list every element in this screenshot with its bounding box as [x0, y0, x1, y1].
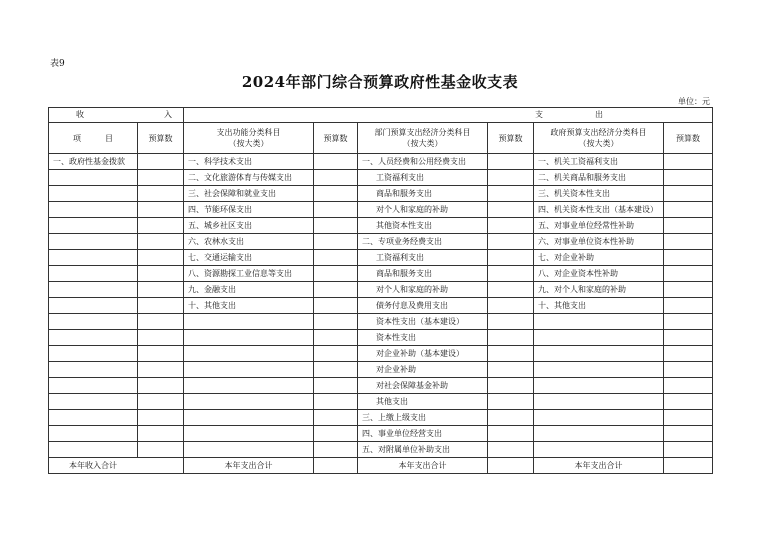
dept-class-cell: 三、上缴上级支出 — [358, 410, 488, 426]
gov-class-header — [534, 123, 664, 154]
func-class-header-line1: 支出功能分类科目 — [216, 128, 281, 137]
func-class-header — [184, 123, 314, 154]
func-class-cell: 六、农林水支出 — [184, 234, 314, 250]
func-budget-header: 预算数 — [314, 123, 358, 154]
gov-total-value — [664, 458, 713, 474]
dept-class-cell: 五、对附属单位补助支出 — [358, 442, 488, 458]
func-budget-cell — [314, 202, 358, 218]
dept-class-cell: 工资福利支出 — [358, 170, 488, 186]
income-budget-header: 预算数 — [138, 123, 184, 154]
income-budget-cell — [138, 346, 184, 362]
gov-budget-cell — [664, 218, 713, 234]
dept-budget-cell — [488, 410, 534, 426]
gov-budget-cell — [664, 202, 713, 218]
unit-label: 单位：元 — [678, 97, 710, 106]
income-budget-cell — [138, 266, 184, 282]
income-item-cell — [49, 394, 138, 410]
gov-budget-cell — [664, 410, 713, 426]
dept-budget-cell — [488, 250, 534, 266]
gov-budget-cell — [664, 186, 713, 202]
income-item-cell — [49, 170, 138, 186]
dept-class-header — [358, 123, 488, 154]
income-item-cell — [49, 298, 138, 314]
income-item-cell — [49, 202, 138, 218]
dept-budget-cell — [488, 378, 534, 394]
gov-budget-cell — [664, 426, 713, 442]
income-item-cell — [49, 362, 138, 378]
func-budget-cell — [314, 298, 358, 314]
func-class-cell — [184, 362, 314, 378]
income-budget-cell — [138, 186, 184, 202]
gov-budget-cell — [664, 394, 713, 410]
func-budget-cell — [314, 394, 358, 410]
func-class-cell: 四、节能环保支出 — [184, 202, 314, 218]
func-class-cell — [184, 426, 314, 442]
func-class-cell: 五、城乡社区支出 — [184, 218, 314, 234]
table-row — [49, 266, 713, 282]
gov-class-cell — [534, 330, 664, 346]
dept-class-cell: 工资福利支出 — [358, 250, 488, 266]
income-item-cell — [49, 218, 138, 234]
dept-budget-cell — [488, 234, 534, 250]
dept-class-cell: 其他支出 — [358, 394, 488, 410]
budget-table — [48, 107, 713, 474]
table-row — [49, 202, 713, 218]
gov-class-cell — [534, 346, 664, 362]
dept-budget-cell — [488, 362, 534, 378]
dept-class-header-line1: 部门预算支出经济分类科目 — [374, 128, 471, 137]
dept-budget-cell — [488, 218, 534, 234]
expense-header-left: 支 — [535, 110, 544, 119]
gov-total-label: 本年支出合计 — [534, 458, 664, 474]
header-row-1 — [49, 108, 713, 123]
dept-budget-cell — [488, 202, 534, 218]
gov-class-cell — [534, 442, 664, 458]
func-class-cell — [184, 394, 314, 410]
func-class-cell: 三、社会保障和就业支出 — [184, 186, 314, 202]
gov-budget-cell — [664, 154, 713, 170]
gov-budget-cell — [664, 250, 713, 266]
income-budget-cell — [138, 234, 184, 250]
gov-class-cell: 七、对企业补助 — [534, 250, 664, 266]
income-header-right: 入 — [164, 110, 172, 119]
expense-header — [184, 108, 713, 123]
gov-class-cell — [534, 394, 664, 410]
func-budget-cell — [314, 426, 358, 442]
table-row — [49, 170, 713, 186]
gov-budget-cell — [664, 170, 713, 186]
func-class-cell — [184, 346, 314, 362]
func-budget-cell — [314, 170, 358, 186]
income-budget-cell — [138, 378, 184, 394]
dept-class-cell: 其他资本性支出 — [358, 218, 488, 234]
gov-class-cell: 八、对企业资本性补助 — [534, 266, 664, 282]
table-row — [49, 314, 713, 330]
gov-budget-cell — [664, 282, 713, 298]
income-header — [49, 108, 184, 123]
gov-class-cell: 五、对事业单位经常性补助 — [534, 218, 664, 234]
income-budget-cell — [138, 314, 184, 330]
dept-budget-cell — [488, 394, 534, 410]
func-class-cell — [184, 378, 314, 394]
income-budget-cell — [138, 442, 184, 458]
func-class-cell: 八、资源勘探工业信息等支出 — [184, 266, 314, 282]
dept-class-cell: 对企业补助（基本建设） — [358, 346, 488, 362]
income-budget-cell — [138, 218, 184, 234]
func-budget-cell — [314, 186, 358, 202]
table-row — [49, 330, 713, 346]
gov-class-header-line2: （按大类） — [578, 139, 619, 148]
gov-budget-cell — [664, 442, 713, 458]
expense-header-right: 出 — [595, 110, 604, 119]
func-class-cell: 七、交通运输支出 — [184, 250, 314, 266]
income-budget-cell — [138, 410, 184, 426]
func-budget-cell — [314, 346, 358, 362]
dept-total-label: 本年支出合计 — [358, 458, 488, 474]
dept-class-cell: 二、专项业务经费支出 — [358, 234, 488, 250]
gov-class-cell — [534, 426, 664, 442]
func-budget-cell — [314, 362, 358, 378]
income-budget-cell — [138, 362, 184, 378]
item-header-b: 目 — [105, 133, 113, 143]
func-budget-cell — [314, 314, 358, 330]
income-item-cell — [49, 234, 138, 250]
income-header-left: 收 — [76, 110, 84, 119]
income-item-cell — [49, 330, 138, 346]
gov-budget-cell — [664, 378, 713, 394]
gov-class-cell: 一、机关工资福利支出 — [534, 154, 664, 170]
func-total-label: 本年支出合计 — [184, 458, 314, 474]
item-header-a: 项 — [73, 133, 81, 143]
table-row — [49, 378, 713, 394]
dept-budget-cell — [488, 330, 534, 346]
func-budget-cell — [314, 410, 358, 426]
gov-budget-cell — [664, 362, 713, 378]
dept-class-cell: 资本性支出（基本建设） — [358, 314, 488, 330]
func-class-cell: 一、科学技术支出 — [184, 154, 314, 170]
dept-budget-cell — [488, 298, 534, 314]
dept-budget-cell — [488, 186, 534, 202]
income-item-cell — [49, 442, 138, 458]
income-budget-cell — [138, 282, 184, 298]
func-total-value — [314, 458, 358, 474]
func-budget-cell — [314, 282, 358, 298]
gov-budget-cell — [664, 314, 713, 330]
dept-budget-cell — [488, 154, 534, 170]
gov-class-cell: 十、其他支出 — [534, 298, 664, 314]
income-item-cell — [49, 186, 138, 202]
table-row — [49, 282, 713, 298]
dept-class-cell: 债务付息及费用支出 — [358, 298, 488, 314]
gov-budget-cell — [664, 266, 713, 282]
gov-class-cell — [534, 410, 664, 426]
gov-budget-cell — [664, 346, 713, 362]
gov-budget-header: 预算数 — [664, 123, 713, 154]
dept-budget-cell — [488, 170, 534, 186]
dept-class-cell: 对个人和家庭的补助 — [358, 282, 488, 298]
func-budget-cell — [314, 218, 358, 234]
dept-class-cell: 对个人和家庭的补助 — [358, 202, 488, 218]
dept-class-cell: 资本性支出 — [358, 330, 488, 346]
table-row — [49, 154, 713, 170]
table-row — [49, 186, 713, 202]
func-class-header-line2: （按大类） — [228, 139, 269, 148]
table-row — [49, 442, 713, 458]
dept-class-cell: 商品和服务支出 — [358, 266, 488, 282]
item-header — [49, 123, 138, 154]
func-budget-cell — [314, 330, 358, 346]
table-number: 表9 — [50, 59, 65, 69]
income-budget-cell — [138, 330, 184, 346]
table-row — [49, 410, 713, 426]
income-budget-cell — [138, 202, 184, 218]
gov-class-cell — [534, 314, 664, 330]
income-item-cell — [49, 266, 138, 282]
func-class-cell — [184, 442, 314, 458]
gov-class-cell: 六、对事业单位资本性补助 — [534, 234, 664, 250]
table-row — [49, 426, 713, 442]
gov-class-cell: 九、对个人和家庭的补助 — [534, 282, 664, 298]
dept-budget-cell — [488, 426, 534, 442]
table-row — [49, 362, 713, 378]
dept-budget-cell — [488, 266, 534, 282]
func-budget-cell — [314, 250, 358, 266]
income-item-cell: 一、政府性基金拨款 — [49, 154, 138, 170]
income-item-cell — [49, 426, 138, 442]
gov-class-cell: 三、机关资本性支出 — [534, 186, 664, 202]
table-row — [49, 250, 713, 266]
gov-class-cell — [534, 378, 664, 394]
dept-class-cell: 一、人员经费和公用经费支出 — [358, 154, 488, 170]
income-total-label: 本年收入合计 — [49, 458, 184, 474]
func-class-cell — [184, 410, 314, 426]
func-budget-cell — [314, 154, 358, 170]
table-row — [49, 298, 713, 314]
income-budget-cell — [138, 154, 184, 170]
func-class-cell: 十、其他支出 — [184, 298, 314, 314]
func-class-cell: 九、金融支出 — [184, 282, 314, 298]
func-budget-cell — [314, 378, 358, 394]
dept-class-cell: 对社会保障基金补助 — [358, 378, 488, 394]
gov-class-cell: 二、机关商品和服务支出 — [534, 170, 664, 186]
dept-class-cell: 四、事业单位经营支出 — [358, 426, 488, 442]
gov-class-header-line1: 政府预算支出经济分类科目 — [550, 128, 647, 137]
gov-budget-cell — [664, 234, 713, 250]
income-item-cell — [49, 314, 138, 330]
dept-budget-cell — [488, 314, 534, 330]
income-item-cell — [49, 346, 138, 362]
income-item-cell — [49, 282, 138, 298]
table-row — [49, 394, 713, 410]
income-budget-cell — [138, 170, 184, 186]
func-class-cell — [184, 330, 314, 346]
func-budget-cell — [314, 442, 358, 458]
dept-budget-cell — [488, 442, 534, 458]
gov-budget-cell — [664, 330, 713, 346]
header-row-2 — [49, 123, 713, 154]
page-title: 2024年部门综合预算政府性基金收支表 — [241, 73, 519, 91]
dept-class-header-line2: （按大类） — [402, 139, 443, 148]
dept-budget-cell — [488, 346, 534, 362]
gov-class-cell — [534, 362, 664, 378]
table-row — [49, 218, 713, 234]
income-budget-cell — [138, 298, 184, 314]
func-class-cell — [184, 314, 314, 330]
func-budget-cell — [314, 266, 358, 282]
income-budget-cell — [138, 426, 184, 442]
total-row — [49, 458, 713, 474]
income-item-cell — [49, 410, 138, 426]
dept-total-value — [488, 458, 534, 474]
table-row — [49, 346, 713, 362]
func-class-cell: 二、文化旅游体育与传媒支出 — [184, 170, 314, 186]
income-budget-cell — [138, 394, 184, 410]
income-item-cell — [49, 250, 138, 266]
dept-budget-header: 预算数 — [488, 123, 534, 154]
gov-budget-cell — [664, 298, 713, 314]
func-budget-cell — [314, 234, 358, 250]
income-budget-cell — [138, 250, 184, 266]
dept-class-cell: 对企业补助 — [358, 362, 488, 378]
gov-class-cell: 四、机关资本性支出（基本建设） — [534, 202, 664, 218]
income-item-cell — [49, 378, 138, 394]
table-row — [49, 234, 713, 250]
dept-class-cell: 商品和服务支出 — [358, 186, 488, 202]
dept-budget-cell — [488, 282, 534, 298]
